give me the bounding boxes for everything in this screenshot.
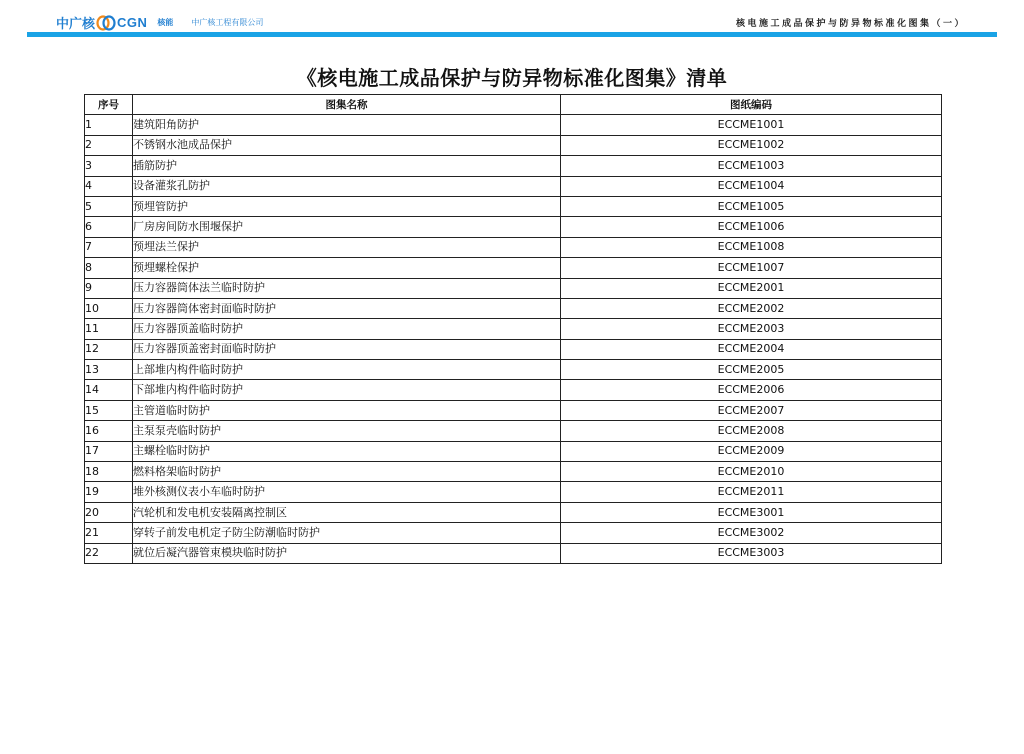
row-number: 16 (85, 421, 133, 441)
row-drawing-code: ECCME1004 (561, 176, 942, 196)
row-drawing-code: ECCME2002 (561, 298, 942, 318)
table-row (85, 319, 942, 339)
row-number: 10 (85, 298, 133, 318)
row-drawing-name: 压力容器顶盖密封面临时防护 (133, 339, 561, 359)
table-row (85, 196, 942, 216)
row-number: 8 (85, 258, 133, 278)
row-drawing-name: 厂房房间防水围堰保护 (133, 217, 561, 237)
row-drawing-code: ECCME2010 (561, 462, 942, 482)
table-row (85, 258, 942, 278)
page-header (0, 0, 1024, 40)
row-drawing-name: 下部堆内构件临时防护 (133, 380, 561, 400)
column-header-no: 序号 (85, 95, 133, 115)
row-number: 4 (85, 176, 133, 196)
table-row (85, 462, 942, 482)
row-drawing-name: 主螺栓临时防护 (133, 441, 561, 461)
row-number: 22 (85, 543, 133, 563)
table-row (85, 380, 942, 400)
document-series-title: 核电施工成品保护与防异物标准化图集（一） (735, 19, 966, 29)
row-drawing-code: ECCME3001 (561, 502, 942, 522)
table-row (85, 237, 942, 257)
row-drawing-code: ECCME2005 (561, 360, 942, 380)
row-drawing-name: 预埋螺栓保护 (133, 258, 561, 278)
table-row (85, 441, 942, 461)
row-drawing-name: 压力容器筒体法兰临时防护 (133, 278, 561, 298)
row-drawing-code: ECCME1007 (561, 258, 942, 278)
row-drawing-name: 插筋防护 (133, 156, 561, 176)
row-drawing-code: ECCME2008 (561, 421, 942, 441)
row-drawing-name: 主泵泵壳临时防护 (133, 421, 561, 441)
company-name: 中广核工程有限公司 (191, 18, 264, 27)
row-drawing-code: ECCME2006 (561, 380, 942, 400)
row-number: 20 (85, 502, 133, 522)
row-number: 19 (85, 482, 133, 502)
table-row (85, 176, 942, 196)
drawing-list-table (84, 94, 942, 564)
row-drawing-code: ECCME2011 (561, 482, 942, 502)
row-number: 13 (85, 360, 133, 380)
row-number: 7 (85, 237, 133, 257)
table-row (85, 339, 942, 359)
row-drawing-name: 预埋法兰保护 (133, 237, 561, 257)
row-drawing-code: ECCME1002 (561, 135, 942, 155)
row-drawing-name: 穿转子前发电机定子防尘防潮临时防护 (133, 523, 561, 543)
table-row (85, 482, 942, 502)
table-row (85, 115, 942, 135)
row-drawing-name: 燃料格架临时防护 (133, 462, 561, 482)
table-header-row (85, 95, 942, 115)
row-number: 12 (85, 339, 133, 359)
column-header-code: 图纸编码 (561, 95, 942, 115)
row-drawing-code: ECCME3003 (561, 543, 942, 563)
row-drawing-name: 压力容器顶盖临时防护 (133, 319, 561, 339)
row-drawing-name: 设备灌浆孔防护 (133, 176, 561, 196)
row-number: 14 (85, 380, 133, 400)
row-number: 17 (85, 441, 133, 461)
table-row (85, 298, 942, 318)
row-drawing-code: ECCME1001 (561, 115, 942, 135)
table-row (85, 278, 942, 298)
row-drawing-name: 主管道临时防护 (133, 400, 561, 420)
table-row (85, 421, 942, 441)
cgn-logo-icon (96, 15, 116, 31)
row-drawing-code: ECCME2003 (561, 319, 942, 339)
row-number: 18 (85, 462, 133, 482)
logo-brand-sub: 核能 (157, 18, 174, 27)
table-row (85, 400, 942, 420)
row-number: 9 (85, 278, 133, 298)
row-drawing-name: 上部堆内构件临时防护 (133, 360, 561, 380)
table-row (85, 156, 942, 176)
row-number: 2 (85, 135, 133, 155)
row-number: 5 (85, 196, 133, 216)
table-row (85, 360, 942, 380)
row-drawing-name: 就位后凝汽器管束模块临时防护 (133, 543, 561, 563)
row-drawing-code: ECCME1008 (561, 237, 942, 257)
logo-brand-en: CGN (117, 15, 148, 30)
row-drawing-code: ECCME2007 (561, 400, 942, 420)
row-drawing-code: ECCME2001 (561, 278, 942, 298)
row-number: 21 (85, 523, 133, 543)
row-number: 15 (85, 400, 133, 420)
row-drawing-code: ECCME1005 (561, 196, 942, 216)
row-number: 11 (85, 319, 133, 339)
row-drawing-code: ECCME1006 (561, 217, 942, 237)
header-divider-bar (27, 32, 997, 37)
row-drawing-name: 建筑阳角防护 (133, 115, 561, 135)
table-row (85, 502, 942, 522)
row-drawing-name: 预埋管防护 (133, 196, 561, 216)
table-row (85, 523, 942, 543)
row-drawing-code: ECCME1003 (561, 156, 942, 176)
row-drawing-name: 压力容器筒体密封面临时防护 (133, 298, 561, 318)
row-drawing-name: 不锈钢水池成品保护 (133, 135, 561, 155)
row-drawing-code: ECCME3002 (561, 523, 942, 543)
row-drawing-code: ECCME2004 (561, 339, 942, 359)
logo-brand-cn: 中广核 (56, 17, 96, 32)
page-title: 《核电施工成品保护与防异物标准化图集》清单 (296, 66, 728, 90)
row-number: 3 (85, 156, 133, 176)
column-header-name: 图集名称 (133, 95, 561, 115)
row-number: 1 (85, 115, 133, 135)
row-drawing-name: 汽轮机和发电机安装隔离控制区 (133, 502, 561, 522)
company-logo (56, 13, 263, 32)
row-drawing-name: 堆外核测仪表小车临时防护 (133, 482, 561, 502)
table-row (85, 135, 942, 155)
table-row (85, 217, 942, 237)
row-drawing-code: ECCME2009 (561, 441, 942, 461)
row-number: 6 (85, 217, 133, 237)
table-row (85, 543, 942, 563)
